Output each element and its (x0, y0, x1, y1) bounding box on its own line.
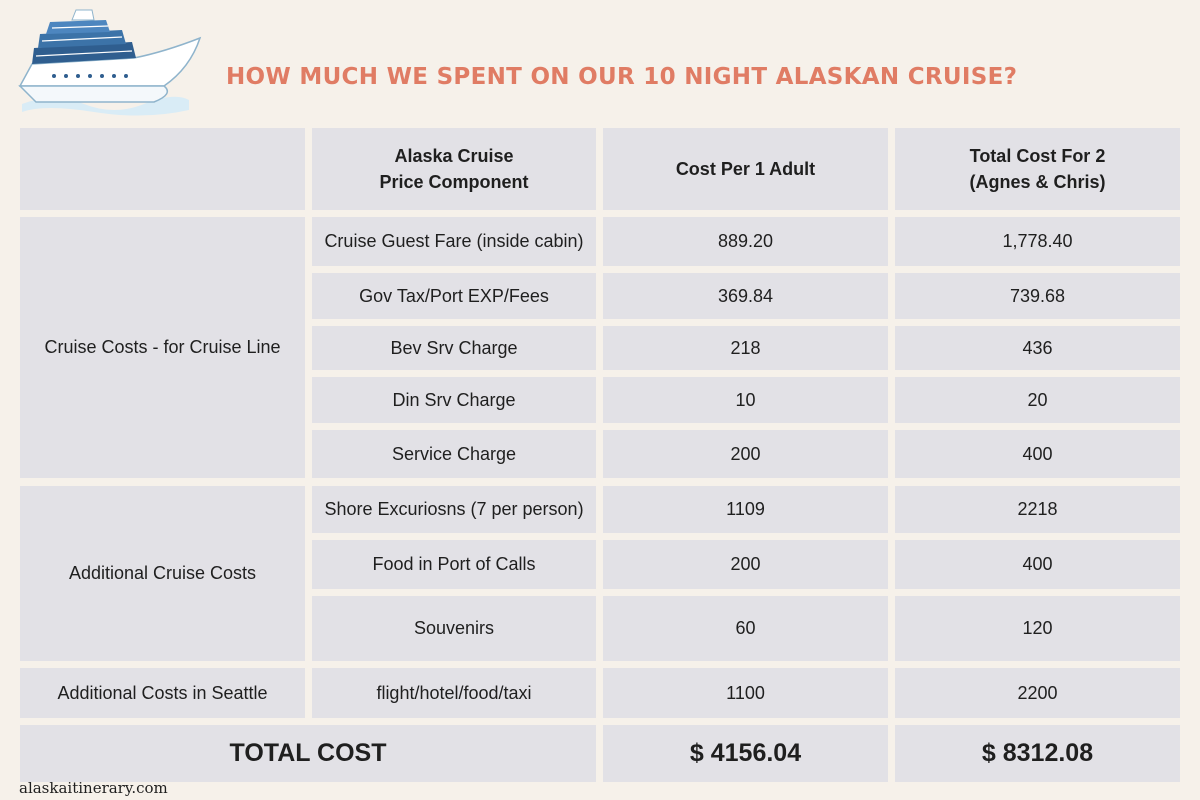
row-component (312, 217, 596, 266)
row-per-adult-text: 369.84 (717, 285, 774, 306)
row-component-text: Gov Tax/Port EXP/Fees (359, 285, 549, 306)
group-cruise-line-label: Cruise Costs - for Cruise Line (44, 337, 281, 357)
row-total-text: 436 (1022, 337, 1053, 358)
row-per-adult-text: 1100 (726, 682, 765, 703)
row-per-adult (603, 217, 888, 266)
header-total-line1: Total Cost For 2 (969, 146, 1106, 166)
total-per-adult-cell (603, 725, 888, 782)
row-total (895, 486, 1180, 533)
header-component (312, 128, 596, 210)
row-total-text: 739.68 (1009, 285, 1066, 306)
group-seattle-label: Additional Costs in Seattle (57, 682, 268, 703)
header-empty-cell (20, 128, 305, 210)
row-component (312, 668, 596, 718)
row-total-text: 2218 (1017, 499, 1058, 519)
row-per-adult-text: 218 (730, 337, 761, 358)
row-per-adult (603, 486, 888, 533)
total-label-cell (20, 725, 596, 782)
group-additional (20, 486, 305, 661)
row-total (895, 326, 1180, 370)
row-per-adult-text: 1109 (726, 499, 765, 519)
row-component (312, 540, 596, 589)
row-per-adult-text: 60 (735, 618, 756, 638)
total-total: $ 8312.08 (981, 739, 1094, 767)
row-total (895, 377, 1180, 423)
row-component (312, 377, 596, 423)
row-component-text: Souvenirs (413, 618, 495, 638)
row-total-text: 400 (1022, 554, 1053, 574)
row-component-text: flight/hotel/food/taxi (376, 682, 532, 703)
row-total (895, 596, 1180, 661)
cruise-ship-illustration (14, 8, 204, 123)
row-total-text: 20 (1027, 389, 1048, 410)
row-component-text: Cruise Guest Fare (inside cabin) (324, 231, 584, 251)
row-component (312, 486, 596, 533)
row-component-text: Food in Port of Calls (372, 554, 536, 574)
row-total-text: 2200 (1017, 682, 1058, 703)
total-label: TOTAL COST (229, 739, 387, 767)
row-total (895, 430, 1180, 478)
group-seattle (20, 668, 305, 718)
page-title: HOW MUCH WE SPENT ON OUR 10 NIGHT ALASKAN CRUISE? (226, 64, 1018, 90)
row-per-adult (603, 377, 888, 423)
row-component-text: Shore Excuriosns (7 per person) (324, 499, 584, 519)
row-component-text: Din Srv Charge (392, 389, 516, 410)
row-per-adult (603, 596, 888, 661)
row-total-text: 1,778.40 (1002, 231, 1073, 251)
row-per-adult-text: 889.20 (717, 231, 774, 251)
total-per-adult: $ 4156.04 (689, 739, 802, 767)
group-cruise-line (20, 217, 305, 478)
group-additional-label: Additional Cruise Costs (68, 563, 257, 583)
row-component (312, 430, 596, 478)
row-component (312, 596, 596, 661)
row-component-text: Bev Srv Charge (390, 337, 518, 358)
row-per-adult (603, 273, 888, 319)
row-per-adult (603, 326, 888, 370)
row-per-adult-text: 10 (735, 389, 756, 410)
header-per-adult (603, 128, 888, 210)
row-total-text: 120 (1022, 618, 1053, 638)
row-per-adult-text: 200 (730, 443, 761, 464)
row-component-text: Service Charge (391, 443, 517, 464)
site-url: alaskaitinerary.com (19, 779, 168, 797)
row-per-adult-text: 200 (730, 554, 761, 574)
row-total (895, 217, 1180, 266)
header-per-adult-label: Cost Per 1 Adult (675, 159, 816, 179)
row-total (895, 273, 1180, 319)
header-total (895, 128, 1180, 210)
row-total (895, 668, 1180, 718)
row-per-adult (603, 668, 888, 718)
row-component (312, 273, 596, 319)
row-component (312, 326, 596, 370)
total-total-cell (895, 725, 1180, 782)
header-component-label: Alaska Cruise Price Component (379, 146, 529, 192)
row-per-adult (603, 540, 888, 589)
row-total (895, 540, 1180, 589)
row-per-adult (603, 430, 888, 478)
row-total-text: 400 (1022, 443, 1053, 464)
header-total-line2: (Agnes & Chris) (969, 172, 1106, 192)
